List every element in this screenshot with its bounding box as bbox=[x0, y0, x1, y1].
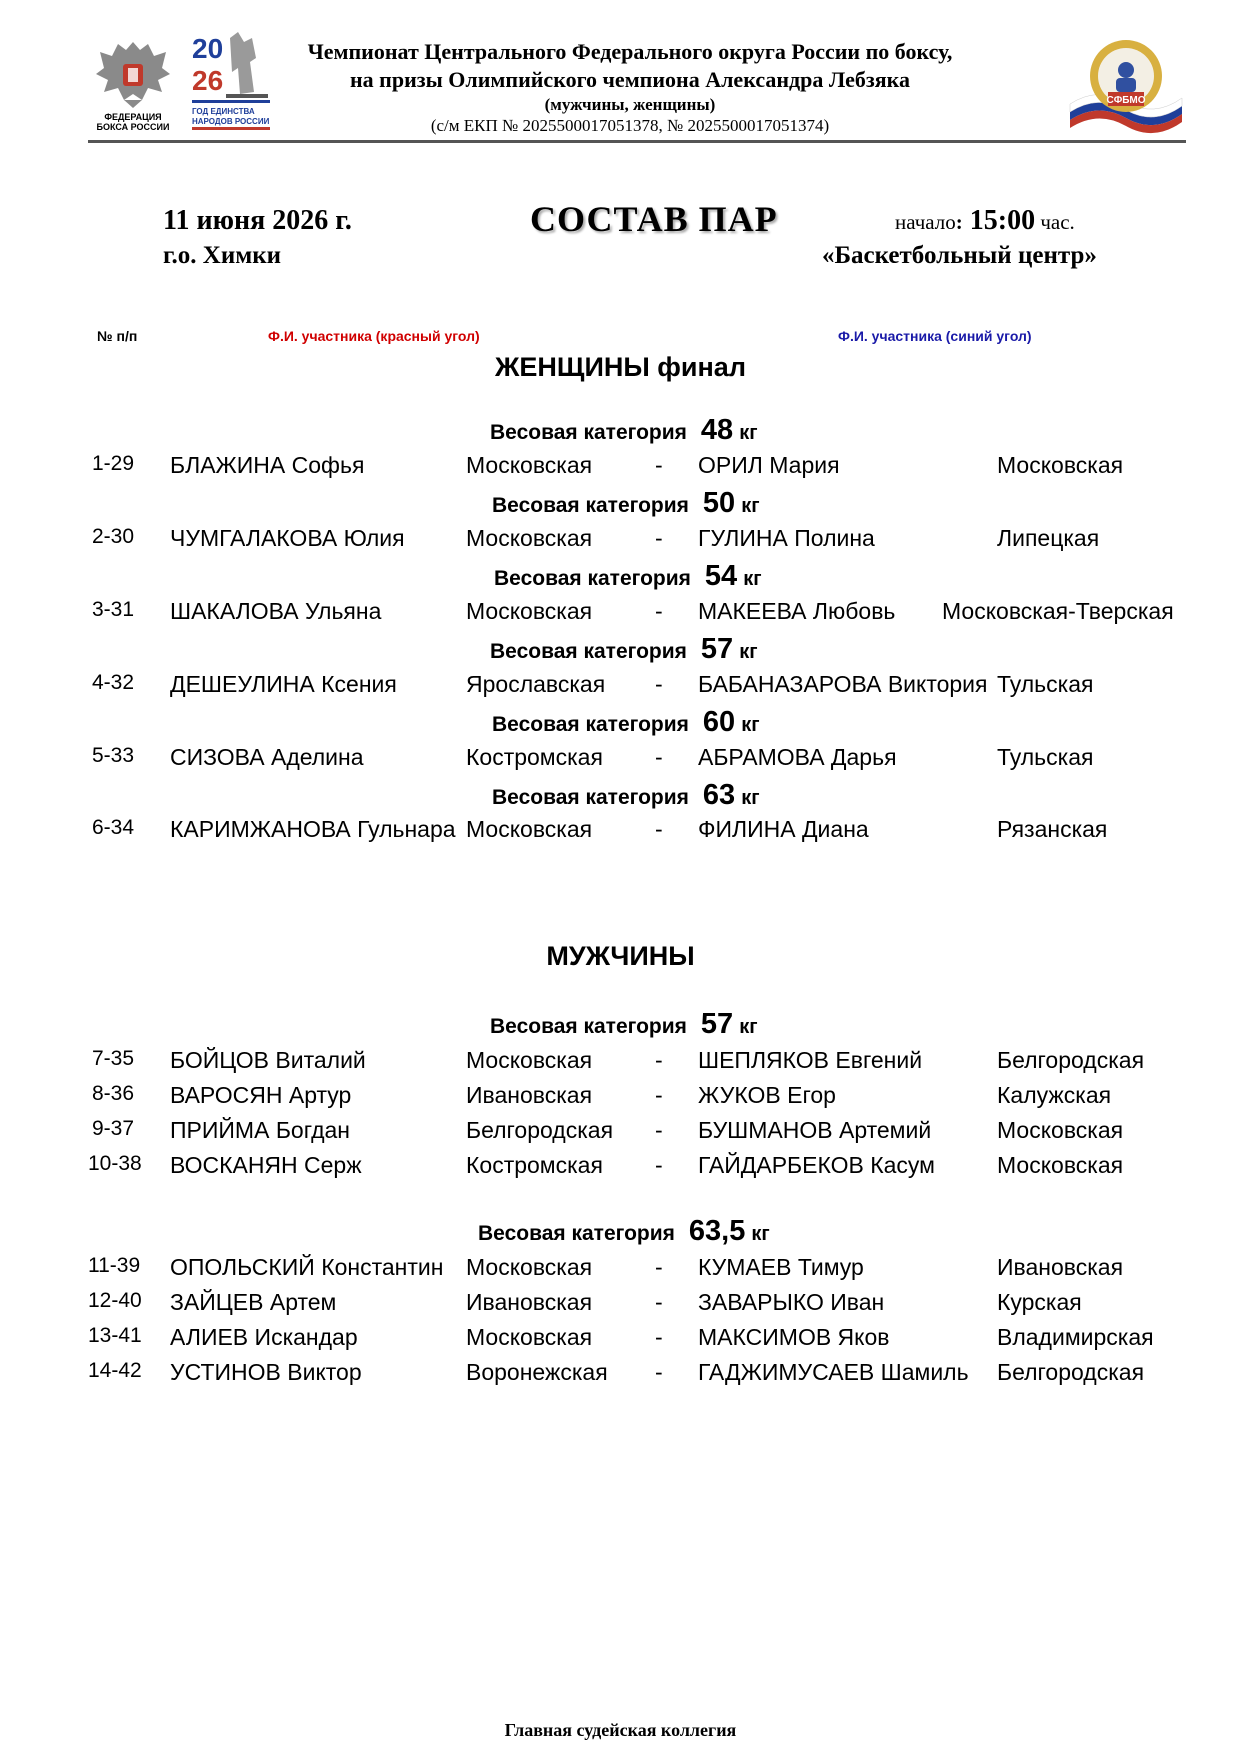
blue-corner-region: Липецкая bbox=[997, 525, 1100, 551]
start-time: 15:00 bbox=[962, 205, 1036, 236]
bout-row bbox=[0, 671, 1241, 705]
bout-number: 6-34 bbox=[92, 816, 135, 839]
weight-category-heading bbox=[490, 633, 758, 666]
red-corner-region: Костромская bbox=[466, 744, 603, 770]
weight-value: 63,5 bbox=[688, 1215, 746, 1247]
red-corner-boxer: ШАКАЛОВА Ульяна bbox=[170, 598, 382, 624]
weight-category-label: Весовая категория bbox=[492, 786, 689, 809]
blue-corner-region: Московская bbox=[997, 1152, 1124, 1178]
blue-corner-boxer: БУШМАНОВ Артемий bbox=[698, 1117, 932, 1143]
red-corner-region: Московская bbox=[466, 525, 593, 551]
svg-text:НАРОДОВ РОССИИ: НАРОДОВ РОССИИ bbox=[192, 117, 270, 126]
versus-dash: - bbox=[655, 744, 663, 770]
red-corner-boxer: СИЗОВА Аделина bbox=[170, 744, 364, 770]
boxing-federation-russia-logo bbox=[90, 34, 176, 134]
weight-value: 50 bbox=[702, 487, 736, 519]
versus-dash: - bbox=[655, 816, 663, 842]
weight-value: 57 bbox=[700, 633, 734, 665]
bout-row bbox=[0, 525, 1241, 559]
blue-corner-boxer: ЖУКОВ Егор bbox=[698, 1082, 836, 1108]
weight-unit: кг bbox=[743, 568, 762, 590]
column-header-blue-corner: Ф.И. участника (синий угол) bbox=[838, 328, 1032, 344]
svg-text:СФБМО: СФБМО bbox=[1106, 95, 1146, 106]
blue-corner-boxer: ГУЛИНА Полина bbox=[698, 525, 875, 551]
bout-number: 13-41 bbox=[88, 1324, 142, 1347]
section-title-men: МУЖЧИНЫ bbox=[546, 941, 695, 971]
red-corner-region: Московская bbox=[466, 452, 593, 478]
event-start bbox=[895, 205, 1075, 237]
red-corner-region: Ивановская bbox=[466, 1082, 593, 1108]
weight-category-heading bbox=[494, 560, 762, 593]
versus-dash: - bbox=[655, 598, 663, 624]
bout-row bbox=[0, 1117, 1241, 1151]
red-corner-boxer: БЛАЖИНА Софья bbox=[170, 452, 365, 478]
blue-corner-boxer: ГАЙДАРБЕКОВ Касум bbox=[698, 1152, 935, 1178]
red-corner-boxer: ВОСКАНЯН Серж bbox=[170, 1152, 362, 1178]
bout-row bbox=[0, 1047, 1241, 1081]
blue-corner-boxer: ШЕПЛЯКОВ Евгений bbox=[698, 1047, 923, 1073]
bout-row bbox=[0, 598, 1241, 632]
svg-text:26: 26 bbox=[192, 65, 224, 96]
bout-row bbox=[0, 744, 1241, 778]
svg-text:БОКСА РОССИИ: БОКСА РОССИИ bbox=[96, 122, 170, 132]
red-corner-region: Белгородская bbox=[466, 1117, 614, 1143]
red-corner-boxer: ПРИЙМА Богдан bbox=[170, 1117, 350, 1143]
versus-dash: - bbox=[655, 525, 663, 551]
blue-corner-region: Ивановская bbox=[997, 1254, 1124, 1280]
blue-corner-boxer: ФИЛИНА Диана bbox=[698, 816, 869, 842]
weight-unit: кг bbox=[751, 1223, 770, 1245]
bout-number: 12-40 bbox=[88, 1289, 142, 1312]
start-label: начало bbox=[895, 210, 956, 234]
bout-row bbox=[0, 816, 1241, 850]
weight-category-label: Весовая категория bbox=[492, 713, 689, 736]
championship-subtitle: на призы Олимпийского чемпиона Александра Лебзяка bbox=[350, 67, 910, 92]
weight-value: 54 bbox=[704, 560, 738, 592]
column-header-red-corner: Ф.И. участника (красный угол) bbox=[268, 328, 480, 344]
section-title-women: ЖЕНЩИНЫ финал bbox=[495, 352, 746, 382]
red-corner-region: Московская bbox=[466, 1047, 593, 1073]
start-colon: : bbox=[955, 210, 963, 234]
versus-dash: - bbox=[655, 1324, 663, 1350]
versus-dash: - bbox=[655, 1254, 663, 1280]
red-corner-region: Ивановская bbox=[466, 1289, 593, 1315]
versus-dash: - bbox=[655, 1117, 663, 1143]
blue-corner-boxer: БАБАНАЗАРОВА Виктория bbox=[698, 671, 988, 697]
weight-unit: кг bbox=[741, 787, 760, 809]
blue-corner-region: Белгородская bbox=[997, 1359, 1145, 1385]
weight-category-heading bbox=[478, 1215, 770, 1248]
blue-corner-boxer: ОРИЛ Мария bbox=[698, 452, 840, 478]
bout-row bbox=[0, 1324, 1241, 1358]
blue-corner-region: Белгородская bbox=[997, 1047, 1145, 1073]
start-unit: час. bbox=[1035, 210, 1075, 234]
red-corner-region: Костромская bbox=[466, 1152, 603, 1178]
event-city: г.о. Химки bbox=[163, 242, 282, 269]
blue-corner-boxer: ЗАВАРЫКО Иван bbox=[698, 1289, 885, 1315]
red-corner-region: Воронежская bbox=[466, 1359, 608, 1385]
versus-dash: - bbox=[655, 1289, 663, 1315]
red-corner-region: Московская bbox=[466, 816, 593, 842]
bout-number: 8-36 bbox=[92, 1082, 135, 1105]
bout-number: 11-39 bbox=[88, 1254, 141, 1277]
red-corner-boxer: ЗАЙЦЕВ Артем bbox=[170, 1289, 337, 1315]
blue-corner-region: Московская bbox=[997, 452, 1124, 478]
weight-unit: кг bbox=[739, 641, 758, 663]
bout-number: 5-33 bbox=[92, 744, 135, 767]
header-divider bbox=[88, 140, 1186, 143]
bout-row bbox=[0, 1359, 1241, 1393]
bout-number: 3-31 bbox=[92, 598, 135, 621]
red-corner-region: Ярославская bbox=[466, 671, 606, 697]
blue-corner-boxer: ГАДЖИМУСАЕВ Шамиль bbox=[698, 1359, 969, 1385]
event-date: 11 июня 2026 г. bbox=[163, 205, 352, 236]
blue-corner-region: Тульская bbox=[997, 671, 1094, 697]
red-corner-boxer: УСТИНОВ Виктор bbox=[170, 1359, 362, 1385]
versus-dash: - bbox=[655, 1047, 663, 1073]
championship-gender: (мужчины, женщины) bbox=[544, 95, 716, 114]
red-corner-boxer: ЧУМГАЛАКОВА Юлия bbox=[170, 525, 405, 551]
bout-row bbox=[0, 1082, 1241, 1116]
weight-category-heading bbox=[490, 414, 758, 447]
year-of-unity-2026-logo bbox=[190, 28, 272, 132]
red-corner-boxer: ДЕШЕУЛИНА Ксения bbox=[170, 671, 397, 697]
blue-corner-region: Владимирская bbox=[997, 1324, 1154, 1350]
weight-unit: кг bbox=[739, 422, 758, 444]
red-corner-region: Московская bbox=[466, 1254, 593, 1280]
red-corner-boxer: АЛИЕВ Искандар bbox=[170, 1324, 358, 1350]
versus-dash: - bbox=[655, 671, 663, 697]
sfbmo-logo bbox=[1068, 34, 1184, 134]
blue-corner-region: Тульская bbox=[997, 744, 1094, 770]
weight-category-label: Весовая категория bbox=[490, 421, 687, 444]
blue-corner-region: Рязанская bbox=[997, 816, 1108, 842]
blue-corner-region: Курская bbox=[997, 1289, 1082, 1315]
blue-corner-boxer: МАКСИМОВ Яков bbox=[698, 1324, 890, 1350]
red-corner-boxer: КАРИМЖАНОВА Гульнара bbox=[170, 816, 456, 842]
bout-number: 10-38 bbox=[88, 1152, 142, 1175]
weight-value: 63 bbox=[702, 779, 736, 811]
blue-corner-boxer: АБРАМОВА Дарья bbox=[698, 744, 897, 770]
bout-number: 4-32 bbox=[92, 671, 135, 694]
bout-number: 2-30 bbox=[92, 525, 135, 548]
footer-signature: Главная судейская коллегия bbox=[504, 1720, 737, 1740]
bout-number: 1-29 bbox=[92, 452, 135, 475]
bout-row bbox=[0, 1152, 1241, 1186]
svg-text:20: 20 bbox=[192, 33, 224, 64]
bout-row bbox=[0, 1254, 1241, 1288]
weight-value: 60 bbox=[702, 706, 736, 738]
weight-category-heading bbox=[492, 487, 760, 520]
red-corner-boxer: ВАРОСЯН Артур bbox=[170, 1082, 352, 1108]
weight-unit: кг bbox=[741, 714, 760, 736]
red-corner-boxer: ОПОЛЬСКИЙ Константин bbox=[170, 1254, 444, 1280]
blue-corner-region: Московская bbox=[997, 1117, 1124, 1143]
bout-number: 14-42 bbox=[88, 1359, 142, 1382]
weight-unit: кг bbox=[739, 1016, 758, 1038]
versus-dash: - bbox=[655, 1082, 663, 1108]
blue-corner-boxer: КУМАЕВ Тимур bbox=[698, 1254, 864, 1280]
weight-category-heading bbox=[490, 1008, 758, 1041]
bout-row bbox=[0, 452, 1241, 486]
red-corner-boxer: БОЙЦОВ Виталий bbox=[170, 1047, 366, 1073]
bout-row bbox=[0, 1289, 1241, 1323]
blue-corner-region: Московская-Тверская bbox=[942, 598, 1174, 624]
bout-number: 7-35 bbox=[92, 1047, 135, 1070]
column-header-number: № п/п bbox=[97, 328, 138, 344]
weight-category-label: Весовая категория bbox=[494, 567, 691, 590]
red-corner-region: Московская bbox=[466, 1324, 593, 1350]
versus-dash: - bbox=[655, 1359, 663, 1385]
weight-category-label: Весовая категория bbox=[490, 640, 687, 663]
weight-value: 57 bbox=[700, 1008, 734, 1040]
blue-corner-boxer: МАКЕЕВА Любовь bbox=[698, 598, 896, 624]
red-corner-region: Московская bbox=[466, 598, 593, 624]
event-venue: «Баскетбольный центр» bbox=[822, 242, 1097, 269]
weight-category-heading bbox=[492, 706, 760, 739]
weight-category-label: Весовая категория bbox=[490, 1015, 687, 1038]
weight-category-label: Весовая категория bbox=[492, 494, 689, 517]
weight-unit: кг bbox=[741, 495, 760, 517]
weight-category-heading bbox=[492, 779, 760, 812]
page-title: СОСТАВ ПАР bbox=[530, 199, 778, 239]
versus-dash: - bbox=[655, 1152, 663, 1178]
weight-category-label: Весовая категория bbox=[478, 1222, 675, 1245]
championship-ekp-numbers: (с/м ЕКП № 2025500017051378, № 2025500017051374) bbox=[430, 116, 830, 135]
versus-dash: - bbox=[655, 452, 663, 478]
svg-text:ГОД ЕДИНСТВА: ГОД ЕДИНСТВА bbox=[192, 107, 255, 116]
championship-title: Чемпионат Центрального Федерального округа России по боксу, bbox=[307, 39, 953, 64]
blue-corner-region: Калужская bbox=[997, 1082, 1112, 1108]
weight-value: 48 bbox=[700, 414, 734, 446]
bout-number: 9-37 bbox=[92, 1117, 135, 1140]
svg-text:ФЕДЕРАЦИЯ: ФЕДЕРАЦИЯ bbox=[104, 112, 162, 122]
